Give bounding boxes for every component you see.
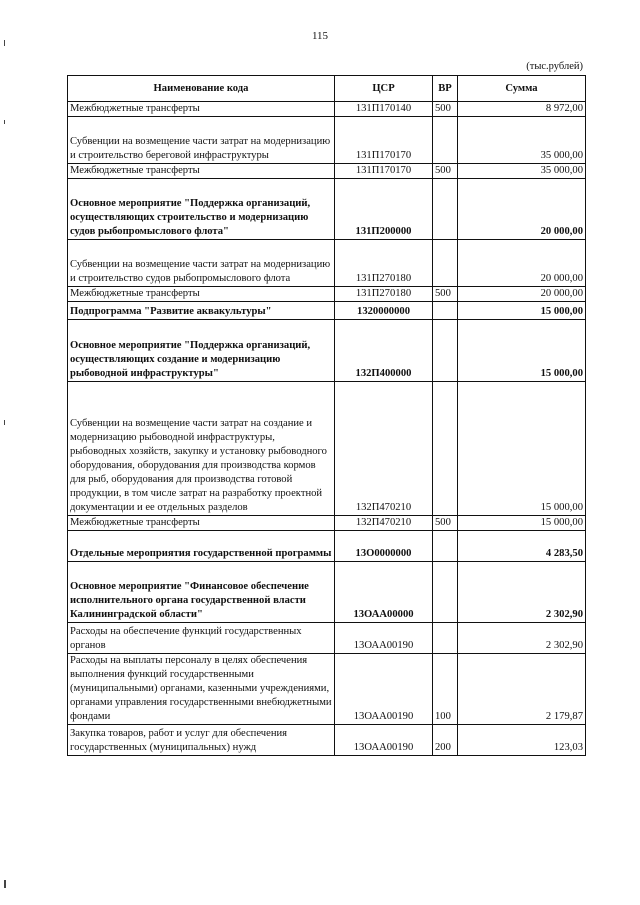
cell-name: Субвенции на возмещение части затрат на модернизацию и строительство береговой инфраструктуры [68,117,335,164]
cell-vr [433,117,458,164]
cell-csr: 131П170170 [335,117,433,164]
cell-csr: 1320000000 [335,302,433,320]
cell-csr: 131П170140 [335,102,433,117]
table-row [68,117,586,164]
cell-csr: 13ОАА00190 [335,654,433,725]
table-body [68,102,586,756]
cell-name: Основное мероприятие "Финансовое обеспечение исполнительного органа государственной власти Калининградской области" [68,562,335,623]
cell-csr: 13ОАА00190 [335,725,433,756]
scan-edge-mark [4,880,6,888]
cell-vr [433,531,458,562]
table-row [68,382,586,516]
cell-vr [433,382,458,516]
cell-vr [433,623,458,654]
cell-vr [433,240,458,287]
table-row [68,654,586,725]
scan-edge-mark [4,420,5,425]
cell-csr: 131П270180 [335,240,433,287]
table-header-row [68,76,586,102]
cell-name: Расходы на обеспечение функций государственных органов [68,623,335,654]
cell-name: Межбюджетные трансферты [68,102,335,117]
column-header-csr: ЦСР [335,76,433,102]
cell-name: Субвенции на возмещение части затрат на создание и модернизацию рыбоводной инфраструктуры, рыбоводных хозяйств, закупку и установку рыбоводного оборудования, оборудования для производства кормов для рыб, оборудования для производства готовой продукции, в том числе затрат на разработку проектной документации и ее отдельных разделов [68,382,335,516]
cell-name: Субвенции на возмещение части затрат на модернизацию и строительство судов рыбопромыслового флота [68,240,335,287]
table-row [68,531,586,562]
cell-vr: 500 [433,516,458,531]
cell-vr: 200 [433,725,458,756]
cell-csr: 131П170170 [335,164,433,179]
column-header-vr: ВР [433,76,458,102]
cell-csr: 131П270180 [335,287,433,302]
cell-name: Межбюджетные трансферты [68,164,335,179]
table-row [68,164,586,179]
cell-vr: 500 [433,102,458,117]
cell-sum: 8 972,00 [458,102,586,117]
units-label: (тыс.рублей) [526,61,583,72]
table-row [68,623,586,654]
cell-vr [433,562,458,623]
table-row [68,102,586,117]
table-row [68,320,586,382]
table-row [68,287,586,302]
cell-sum: 4 283,50 [458,531,586,562]
table-row [68,725,586,756]
cell-vr [433,302,458,320]
cell-name: Основное мероприятие "Поддержка организаций, осуществляющих строительство и модернизацию судов рыбопромыслового флота" [68,179,335,240]
cell-name: Межбюджетные трансферты [68,516,335,531]
cell-vr: 500 [433,287,458,302]
cell-csr: 132П400000 [335,320,433,382]
cell-csr: 13ОАА00190 [335,623,433,654]
cell-sum: 15 000,00 [458,320,586,382]
cell-name: Закупка товаров, работ и услуг для обеспечения государственных (муниципальных) нужд [68,725,335,756]
page-number: 115 [311,30,329,42]
column-header-name: Наименование кода [68,76,335,102]
cell-sum: 20 000,00 [458,287,586,302]
cell-csr: 132П470210 [335,516,433,531]
table-row [68,179,586,240]
cell-sum: 15 000,00 [458,302,586,320]
table-row [68,562,586,623]
cell-sum: 35 000,00 [458,117,586,164]
budget-table [67,75,586,756]
cell-name: Расходы на выплаты персоналу в целях обеспечения выполнения функций государственными (муниципальными) органами, казенными учреждениями, органами управления государственными внебюджетными фондами [68,654,335,725]
cell-sum: 123,03 [458,725,586,756]
scan-edge-mark [4,120,5,124]
cell-name: Подпрограмма "Развитие аквакультуры" [68,302,335,320]
cell-sum: 2 179,87 [458,654,586,725]
cell-sum: 2 302,90 [458,623,586,654]
cell-sum: 35 000,00 [458,164,586,179]
cell-sum: 15 000,00 [458,516,586,531]
cell-csr: 131П200000 [335,179,433,240]
cell-csr: 13ОАА00000 [335,562,433,623]
cell-sum: 15 000,00 [458,382,586,516]
cell-sum: 20 000,00 [458,179,586,240]
cell-vr: 500 [433,164,458,179]
cell-vr: 100 [433,654,458,725]
cell-name: Основное мероприятие "Поддержка организаций, осуществляющих создание и модернизацию рыбоводной инфраструктуры" [68,320,335,382]
table-row [68,516,586,531]
column-header-sum: Сумма [458,76,586,102]
cell-name: Отдельные мероприятия государственной программы [68,531,335,562]
cell-sum: 20 000,00 [458,240,586,287]
table-row [68,240,586,287]
table-row [68,302,586,320]
cell-name: Межбюджетные трансферты [68,287,335,302]
cell-vr [433,179,458,240]
cell-csr: 132П470210 [335,382,433,516]
cell-csr: 13О0000000 [335,531,433,562]
cell-sum: 2 302,90 [458,562,586,623]
cell-vr [433,320,458,382]
